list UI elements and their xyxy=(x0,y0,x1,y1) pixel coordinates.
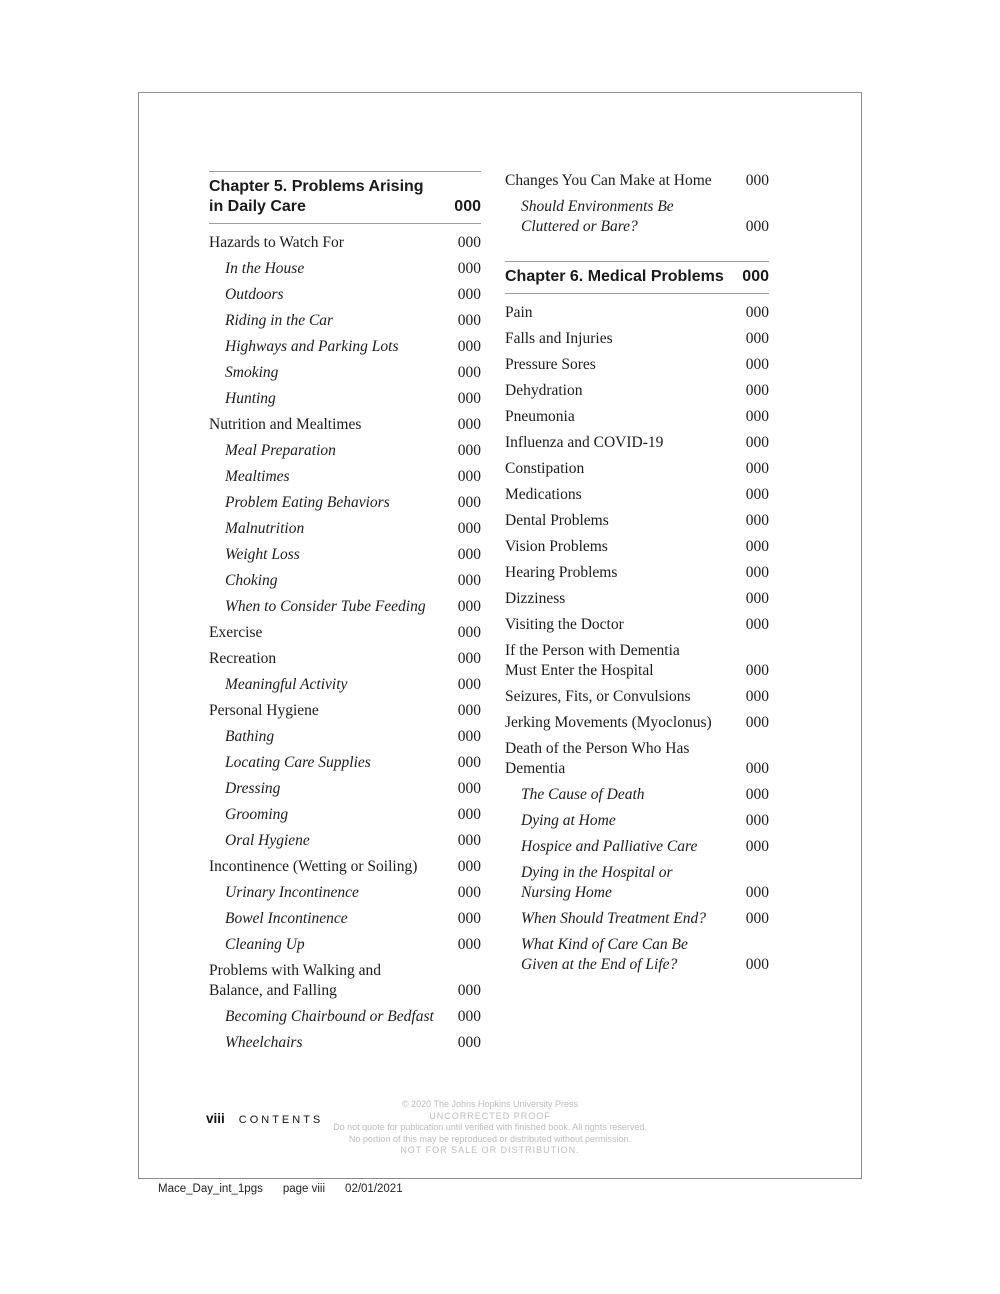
entry-label: Death of the Person Who Has Dementia xyxy=(505,740,690,777)
entry-label: In the House xyxy=(225,260,305,277)
entry-label: Dizziness xyxy=(505,590,566,607)
toc-entry-row xyxy=(209,805,481,825)
toc-entry-row xyxy=(209,285,481,305)
page-number: 000 xyxy=(457,884,481,901)
page-number: 000 xyxy=(457,936,481,953)
entry-label: Constipation xyxy=(505,460,585,477)
page-number: 000 xyxy=(457,806,481,823)
entry-label: Hospice and Palliative Care xyxy=(521,838,698,855)
toc-column-right xyxy=(505,171,769,981)
toc-entry-row xyxy=(209,363,481,383)
entry-label: Incontinence (Wetting or Soiling) xyxy=(209,858,418,875)
entry-label: If the Person with Dementia Must Enter the Hospital xyxy=(505,642,680,679)
entry-label: Becoming Chairbound or Bedfast xyxy=(225,1008,434,1025)
page-number: 000 xyxy=(457,982,481,999)
page-number: 000 xyxy=(457,234,481,251)
slug-page-label: page viii xyxy=(282,1183,326,1195)
entry-label: Choking xyxy=(225,572,278,589)
entry-label: Visiting the Doctor xyxy=(505,616,624,633)
entry-label: Outdoors xyxy=(225,286,284,303)
folio-page-number: viii xyxy=(206,1111,225,1126)
entry-label: Problem Eating Behaviors xyxy=(225,494,390,511)
entry-label: Wheelchairs xyxy=(225,1034,303,1051)
page-number: 000 xyxy=(745,538,769,555)
entry-label: Mealtimes xyxy=(225,468,290,485)
page-number: 000 xyxy=(457,572,481,589)
toc-entry-row xyxy=(209,883,481,903)
toc-entry-row xyxy=(209,337,481,357)
page-number: 000 xyxy=(745,662,769,679)
toc-entry-row xyxy=(505,381,769,401)
toc-entry-row xyxy=(505,615,769,635)
toc-entry-row xyxy=(209,909,481,929)
entry-label: Should Environments Be Cluttered or Bare? xyxy=(521,198,674,235)
toc-entry-row xyxy=(209,233,481,253)
page-number: 000 xyxy=(457,1034,481,1051)
entry-label: Malnutrition xyxy=(225,520,305,537)
entry-label: Hearing Problems xyxy=(505,564,618,581)
page-number: 000 xyxy=(745,590,769,607)
page-number: 000 xyxy=(745,304,769,321)
toc-entry-row xyxy=(505,589,769,609)
watermark-line: NOT FOR SALE OR DISTRIBUTION. xyxy=(400,1145,580,1155)
toc-column-left xyxy=(209,171,481,1059)
page-number: 000 xyxy=(745,910,769,927)
toc-entry-row xyxy=(209,1007,481,1027)
page-number: 000 xyxy=(457,832,481,849)
page-frame xyxy=(138,92,862,1179)
page-number: 000 xyxy=(457,286,481,303)
page-number: 000 xyxy=(457,416,481,433)
page-number: 000 xyxy=(457,468,481,485)
entry-label: Weight Loss xyxy=(225,546,300,563)
toc-entry-row xyxy=(209,519,481,539)
watermark-line: Do not quote for publication until verified with finished book. All rights reserved. xyxy=(333,1122,647,1132)
page-number: 000 xyxy=(457,390,481,407)
page-number: 000 xyxy=(457,754,481,771)
toc-entry-row xyxy=(505,811,769,831)
page-number: 000 xyxy=(745,486,769,503)
page-number: 000 xyxy=(457,624,481,641)
entry-label: Oral Hygiene xyxy=(225,832,310,849)
toc-entry-row xyxy=(505,837,769,857)
toc-entry-row xyxy=(209,259,481,279)
slug-line xyxy=(158,1183,403,1195)
entry-label: Falls and Injuries xyxy=(505,330,613,347)
entry-label: Bathing xyxy=(225,728,275,745)
toc-entry-row xyxy=(209,597,481,617)
toc-entry-row xyxy=(209,1033,481,1053)
page-number: 000 xyxy=(745,382,769,399)
toc-entry-row xyxy=(505,171,769,191)
entry-label: Highways and Parking Lots xyxy=(225,338,399,355)
page-number: 000 xyxy=(457,494,481,511)
page-number: 000 xyxy=(745,760,769,777)
toc-entry-row xyxy=(209,961,481,1001)
entry-label: Problems with Walking and Balance, and Falling xyxy=(209,962,381,999)
entry-label: Changes You Can Make at Home xyxy=(505,172,712,189)
page-number: 000 xyxy=(457,910,481,927)
watermark-line: UNCORRECTED PROOF xyxy=(429,1110,551,1121)
toc-entry-row xyxy=(505,713,769,733)
entry-label: When Should Treatment End? xyxy=(521,910,706,927)
page-number: 000 xyxy=(742,268,769,285)
entry-label: Vision Problems xyxy=(505,538,608,555)
toc-entry-row xyxy=(209,415,481,435)
chapter-heading-row xyxy=(209,177,481,217)
page-number: 000 xyxy=(457,598,481,615)
page-number: 000 xyxy=(745,356,769,373)
toc-entry-row xyxy=(505,909,769,929)
page-number: 000 xyxy=(457,702,481,719)
page-number: 000 xyxy=(457,364,481,381)
entry-label: Dehydration xyxy=(505,382,583,399)
page-number: 000 xyxy=(745,812,769,829)
toc-entry-row xyxy=(505,537,769,557)
page-number: 000 xyxy=(745,434,769,451)
toc-entry-row xyxy=(505,511,769,531)
entry-label: Dressing xyxy=(225,780,281,797)
page-number: 000 xyxy=(745,408,769,425)
entry-label: Jerking Movements (Myoclonus) xyxy=(505,714,712,731)
page-number: 000 xyxy=(457,520,481,537)
entry-label: The Cause of Death xyxy=(521,786,645,803)
toc-entry-row xyxy=(209,571,481,591)
page-number: 000 xyxy=(745,218,769,235)
entry-label: When to Consider Tube Feeding xyxy=(225,598,426,615)
toc-entry-row xyxy=(209,467,481,487)
entry-label: Hunting xyxy=(225,390,276,407)
entry-label: Exercise xyxy=(209,624,263,641)
toc-entry-row xyxy=(505,459,769,479)
toc-entry-row xyxy=(505,485,769,505)
page-number: 000 xyxy=(745,688,769,705)
toc-entry-row xyxy=(209,753,481,773)
watermark-line: No portion of this may be reproduced or distributed without permission. xyxy=(348,1133,632,1144)
page-number: 000 xyxy=(745,956,769,973)
page-number: 000 xyxy=(745,564,769,581)
page-number: 000 xyxy=(745,714,769,731)
toc-entry-row xyxy=(209,675,481,695)
toc-entry-row xyxy=(505,739,769,779)
entry-label: Influenza and COVID-19 xyxy=(505,434,664,451)
toc-entry-row xyxy=(505,863,769,903)
chapter-block xyxy=(505,261,769,294)
entry-label: Riding in the Car xyxy=(225,312,334,329)
proof-watermark xyxy=(289,1099,691,1157)
toc-entry-row xyxy=(209,831,481,851)
entry-label: Grooming xyxy=(225,806,289,823)
toc-entry-row xyxy=(209,649,481,669)
page-number: 000 xyxy=(457,676,481,693)
toc-entry-row xyxy=(505,785,769,805)
entry-label: Medications xyxy=(505,486,582,503)
entry-label: What Kind of Care Can Be Given at the End of Life? xyxy=(521,936,688,973)
slug-file-name: Mace_Day_int_1pgs xyxy=(158,1183,263,1195)
page-number: 000 xyxy=(745,460,769,477)
slug-date: 02/01/2021 xyxy=(345,1183,403,1195)
toc-entry-row xyxy=(505,329,769,349)
page-number: 000 xyxy=(745,616,769,633)
toc-entry-row xyxy=(505,407,769,427)
toc-entry-row xyxy=(505,563,769,583)
page-number: 000 xyxy=(745,786,769,803)
toc-entry-row xyxy=(209,545,481,565)
toc-entry-row xyxy=(505,303,769,323)
page-number: 000 xyxy=(457,650,481,667)
toc-entry-row xyxy=(505,355,769,375)
entry-label: Bowel Incontinence xyxy=(225,910,348,927)
entry-label: Dying in the Hospital or Nursing Home xyxy=(521,864,673,901)
entry-label: Cleaning Up xyxy=(225,936,305,953)
page-number: 000 xyxy=(457,338,481,355)
entry-label: Locating Care Supplies xyxy=(225,754,371,771)
entry-label: Pain xyxy=(505,304,533,321)
entry-label: Nutrition and Mealtimes xyxy=(209,416,362,433)
entry-label: Chapter 5. Problems Arising in Daily Care xyxy=(209,178,424,215)
folio-section-label: CONTENTS xyxy=(238,1114,324,1126)
page-number: 000 xyxy=(745,172,769,189)
chapter-heading-row xyxy=(505,267,769,287)
toc-entry-row xyxy=(209,311,481,331)
entry-label: Hazards to Watch For xyxy=(209,234,344,251)
entry-label: Pressure Sores xyxy=(505,356,596,373)
page-number: 000 xyxy=(745,838,769,855)
toc-entry-row xyxy=(505,687,769,707)
toc-entry-row xyxy=(209,779,481,799)
entry-label: Chapter 6. Medical Problems xyxy=(505,268,724,285)
toc-entry-row xyxy=(209,727,481,747)
page-number: 000 xyxy=(454,198,481,215)
toc-entry-row xyxy=(505,197,769,237)
page-number: 000 xyxy=(457,442,481,459)
toc-entry-row xyxy=(209,441,481,461)
toc-entry-row xyxy=(209,389,481,409)
entry-label: Urinary Incontinence xyxy=(225,884,359,901)
page-number: 000 xyxy=(745,512,769,529)
page-number: 000 xyxy=(745,884,769,901)
page-number: 000 xyxy=(457,858,481,875)
chapter-block xyxy=(209,171,481,224)
toc-entry-row xyxy=(209,623,481,643)
entry-label: Smoking xyxy=(225,364,279,381)
entry-label: Recreation xyxy=(209,650,277,667)
entry-label: Meal Preparation xyxy=(225,442,336,459)
entry-label: Dental Problems xyxy=(505,512,609,529)
page-number: 000 xyxy=(457,260,481,277)
toc-entry-row xyxy=(505,433,769,453)
toc-entry-row xyxy=(209,493,481,513)
toc-entry-row xyxy=(505,935,769,975)
page-number: 000 xyxy=(457,728,481,745)
entry-label: Personal Hygiene xyxy=(209,702,319,719)
page-number: 000 xyxy=(457,312,481,329)
page-number: 000 xyxy=(457,1008,481,1025)
page-number: 000 xyxy=(457,780,481,797)
entry-label: Dying at Home xyxy=(521,812,616,829)
page-number: 000 xyxy=(745,330,769,347)
entry-label: Seizures, Fits, or Convulsions xyxy=(505,688,691,705)
toc-entry-row xyxy=(209,857,481,877)
entry-label: Meaningful Activity xyxy=(225,676,348,693)
toc-entry-row xyxy=(209,701,481,721)
entry-label: Pneumonia xyxy=(505,408,575,425)
watermark-line: © 2020 The Johns Hopkins University Press xyxy=(401,1099,579,1109)
toc-entry-row xyxy=(505,641,769,681)
page-number: 000 xyxy=(457,546,481,563)
toc-entry-row xyxy=(209,935,481,955)
